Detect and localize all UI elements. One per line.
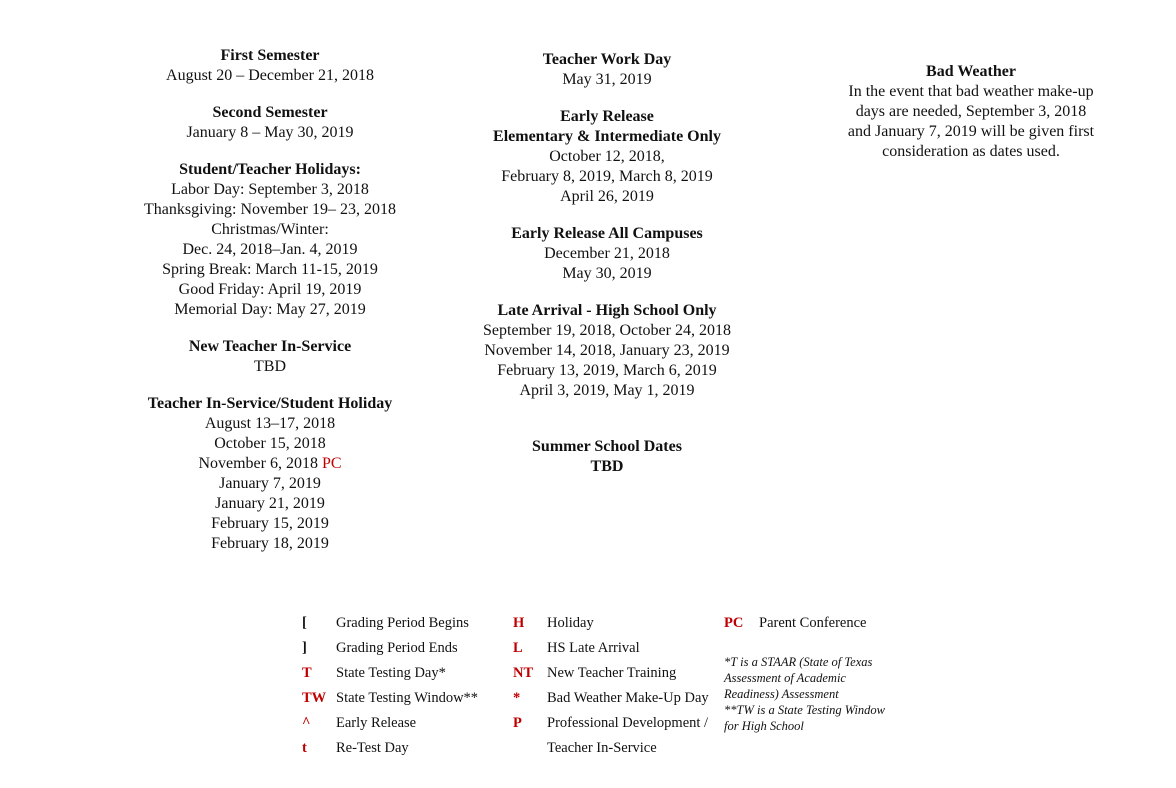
section-heading: First Semester	[220, 47, 320, 64]
date-line: Thanksgiving: November 19– 23, 2018	[144, 201, 396, 218]
legend-label: Bad Weather Make-Up Day	[547, 690, 709, 706]
pc-tag: PC	[321, 455, 342, 472]
legend-label: New Teacher Training	[547, 665, 677, 681]
legend-label: State Testing Day*	[336, 665, 446, 681]
date-line: September 19, 2018, October 24, 2018	[483, 322, 731, 339]
first-semester-section	[130, 46, 410, 86]
date-line: Memorial Day: May 27, 2019	[174, 301, 366, 318]
date-line: February 8, 2019, March 8, 2019	[501, 168, 713, 185]
legend-label: Teacher In-Service	[547, 740, 657, 756]
text-line: In the event that bad weather make-up	[848, 83, 1094, 100]
date-line: January 21, 2019	[215, 495, 325, 512]
date-line: August 20 – December 21, 2018	[166, 67, 374, 84]
legend-label: HS Late Arrival	[547, 640, 640, 656]
section-heading: Summer School Dates	[532, 438, 682, 455]
new-teacher-section	[130, 337, 410, 377]
section-heading: Early Release All Campuses	[511, 225, 703, 242]
date-line: November 14, 2018, January 23, 2019	[484, 342, 730, 359]
footnote-line: Readiness) Assessment	[724, 687, 839, 701]
legend-item	[513, 711, 709, 736]
date-line: April 26, 2019	[560, 188, 654, 205]
date-line: February 18, 2019	[211, 535, 329, 552]
second-semester-section	[130, 103, 410, 143]
legend-column-2	[513, 611, 709, 761]
legend-label: Grading Period Ends	[336, 640, 458, 656]
section-heading: New Teacher In-Service	[188, 338, 352, 355]
date-line: Dec. 24, 2018–Jan. 4, 2019	[182, 241, 358, 258]
legend-footnote	[724, 654, 924, 734]
date-line: May 30, 2019	[562, 265, 652, 282]
legend-label: Professional Development /	[547, 715, 709, 731]
legend-item	[724, 611, 867, 636]
legend-column-3	[724, 611, 867, 636]
section-subheading: Elementary & Intermediate Only	[493, 128, 721, 145]
footnote-line: Assessment of Academic	[724, 671, 846, 685]
date-line: TBD	[254, 358, 286, 375]
text-line: consideration as dates used.	[882, 143, 1060, 160]
date-line: January 8 – May 30, 2019	[186, 124, 354, 141]
footnote-line: for High School	[724, 719, 804, 733]
section-heading: Bad Weather	[926, 63, 1016, 80]
legend-item	[302, 686, 478, 711]
date-line: February 15, 2019	[211, 515, 329, 532]
legend-label: Grading Period Begins	[336, 615, 469, 631]
legend-symbol: PC	[724, 615, 744, 631]
legend-item	[513, 611, 709, 636]
date-line: January 7, 2019	[219, 475, 321, 492]
legend-item	[513, 636, 709, 661]
work-day-section	[462, 50, 752, 90]
date-line	[130, 454, 410, 474]
legend-label: Holiday	[547, 615, 594, 631]
section-heading: Late Arrival - High School Only	[497, 302, 717, 319]
holidays-section	[130, 160, 410, 320]
section-heading: Teacher In-Service/Student Holiday	[147, 395, 393, 412]
date-line: February 13, 2019, March 6, 2019	[497, 362, 717, 379]
footnote-line: *T is a STAAR (State of Texas	[724, 655, 873, 669]
early-release-all-section	[462, 224, 752, 284]
text-line: days are needed, September 3, 2018	[855, 103, 1087, 120]
legend-item	[302, 711, 478, 736]
legend-item	[513, 686, 709, 711]
section-heading: Early Release	[560, 108, 654, 125]
date-line: April 3, 2019, May 1, 2019	[519, 382, 695, 399]
date-line: Good Friday: April 19, 2019	[178, 281, 362, 298]
legend-symbol: ]	[302, 640, 307, 656]
legend-symbol: t	[302, 740, 307, 756]
legend-symbol: NT	[513, 665, 534, 681]
legend-column-1	[302, 611, 478, 761]
legend-symbol: [	[302, 615, 307, 631]
legend-symbol: P	[513, 715, 522, 731]
date-line: October 15, 2018	[214, 435, 326, 452]
date-line: August 13–17, 2018	[204, 415, 336, 432]
date-line: December 21, 2018	[544, 245, 670, 262]
bad-weather-section	[826, 62, 1116, 162]
legend-symbol: *	[513, 690, 521, 706]
section-heading: Second Semester	[212, 104, 328, 121]
summer-school-section	[462, 437, 752, 477]
late-arrival-section	[462, 301, 752, 401]
date-line: October 12, 2018,	[549, 148, 665, 165]
legend-item	[302, 661, 478, 686]
text-line: and January 7, 2019 will be given first	[847, 123, 1095, 140]
date-line: TBD	[590, 458, 624, 475]
date-text: November 6, 2018	[198, 455, 318, 472]
date-line: May 31, 2019	[562, 71, 652, 88]
legend-symbol: L	[513, 640, 523, 656]
legend-label: Re-Test Day	[336, 740, 409, 756]
legend-label: Early Release	[336, 715, 417, 731]
legend-symbol: T	[302, 665, 312, 681]
inservice-section	[130, 394, 410, 554]
legend-symbol: H	[513, 615, 525, 631]
legend-item	[513, 661, 709, 686]
date-line: Spring Break: March 11-15, 2019	[162, 261, 378, 278]
date-line: Christmas/Winter:	[211, 221, 329, 238]
column-left	[130, 46, 410, 571]
footnote-line: **TW is a State Testing Window	[724, 703, 886, 717]
column-right	[826, 62, 1116, 179]
column-middle	[462, 50, 752, 494]
legend-item	[513, 736, 709, 761]
legend-label: Parent Conference	[759, 615, 867, 631]
section-heading: Teacher Work Day	[542, 51, 672, 68]
legend-symbol: ^	[302, 715, 311, 731]
legend-symbol: TW	[302, 690, 327, 706]
early-release-elem-section	[462, 107, 752, 207]
legend-item	[302, 736, 478, 761]
date-line: Labor Day: September 3, 2018	[171, 181, 369, 198]
legend-item	[302, 611, 478, 636]
section-heading: Student/Teacher Holidays:	[179, 161, 361, 178]
legend-label: State Testing Window**	[336, 690, 479, 706]
legend-item	[302, 636, 478, 661]
